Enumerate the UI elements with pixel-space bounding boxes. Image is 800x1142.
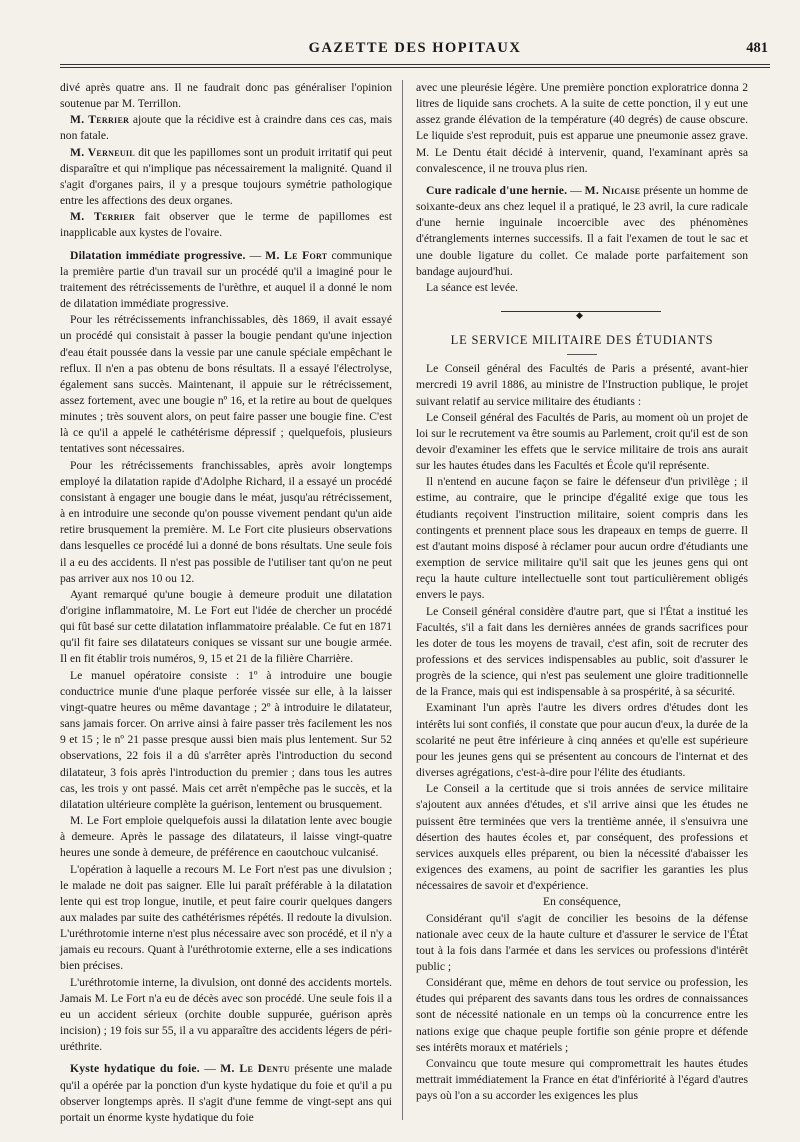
paragraph: Le Conseil général des Facultés de Paris a présenté, avant-hier mercredi 19 avril 1886, au ministre de l'Instruction publique, le projet suivant relatif au service militaire des étudiants : [416,362,748,408]
paragraph: divé après quatre ans. Il ne faudrait donc pas généraliser l'opinion soutenue par M. Terrillon. [60,81,392,111]
paragraph: Le Conseil a la certitude que si trois années de service militaire s'ajoutent aux années d'études, et s'il arrive ainsi que les études ne puissent être terminées que vers la trentième année, il s'ensuivra une désertion des hautes écoles et, par conséquent, des professions et services auxquels elles préparent, ou bien la nécessité d'abaisser les exigences des examens, au point de sacrifier les garanties les plus nécessaires de savoir et d'expérience. [416,782,748,893]
page-number: 481 [746,40,768,56]
paragraph: Ayant remarqué qu'une bougie à demeure produit une dilatation d'origine inflammatoire, M. Le Fort eut l'idée de chercher un procédé qui fût basé sur cette dilatation inflammatoire préalable. Ce fut en 1871 qu'il fit faire ses dilatateurs coniques se vissant sur une bougie armée. Il en fit établir trois numéros, 9, 15 et 21 de la filière Charrière. [60,587,392,666]
left-column [60,80,392,1126]
paragraph: M. Le Fort emploie quelquefois aussi la dilatation lente avec bougie à demeure. Après le passage des dilatateurs, il laisse vingt-quatre heures une sonde à demeure, de préférence en caoutchouc vulcanisé. [60,814,392,860]
paragraph: Dilatation immédiate progressive. — M. Le Fort communique la première partie d'un travail sur un procédé qu'il a imaginé pour le traitement des rétrécissements de l'urèthre, et auquel il a donné le nom de dilatation immédiate progressive. [60,248,393,311]
paragraph: L'opération à laquelle a recours M. Le Fort n'est pas une divulsion ; le malade ne doit pas saigner. Elle lui paraît préférable à la dilatation lente qui est trop longue, inutile, et peut faire courir quelques dangers aux malades par suite des cathétérismes répétés. Il redoute la divulsion. L'uréthrotomie interne n'est plus nécessaire avec son procédé, et il n'y a jamais eu recours. Quant à l'uréthrotomie externe, elle a ses indications bien précises. [60,862,392,973]
paragraph: Le Conseil général des Facultés de Paris, au moment où un projet de loi sur le recrutement va être soumis au Parlement, croit qu'il est de son devoir d'examiner les effets que le service militaire de trois ans aurait sur les hautes études dans les Facultés et École qu'il représente. [416,410,748,473]
paragraph: M. Verneuil dit que les papillomes sont un produit irritatif qui peut disparaître et qui n'implique pas nécessairement la malignité. Quand il s'agit d'organes pairs, il y a presque toujours symétrie pathologique entre les affections des deux organes. [60,145,392,208]
header-rule-bottom [60,67,770,68]
ornament-diamond: ◆ [576,310,583,321]
speaker-name: M. Terrier [70,113,130,127]
speaker-name: M. Le Fort [265,248,328,262]
rubric-title: Cure radicale d'une hernie. [426,183,568,197]
paragraph: Cure radicale d'une hernie. — M. Nicaise présente un homme de soixante-deux ans chez lequel il a pratiqué, le 23 avril, la cure radicale d'une hernie inguinale incoercible avec des phénomènes d'étranglements internes successifs. Il a fait l'examen de tout le sac et une double ligature du collet. Ce malade porte parfaitement son bandage aujourd'hui. [416,183,749,278]
paragraph: Considérant que, même en dehors de tout service ou profession, les études qui préparent des savants dans tous les ordres de connaissances sont de nécessité nationale en un temps où la concurrence entre les nations exige que chaque peuple fortifie son génie propre et défende ses intérêts moraux et matériels ; [416,976,748,1054]
paragraph: Considérant qu'il s'agit de concilier les besoins de la défense nationale avec ceux de la haute culture et d'assurer le service de l'État tout à la fois dans l'armée et dans les services ou professions d'intérêt public ; [416,911,748,973]
paragraph: Kyste hydatique du foie. — M. Le Dentu présente une malade qu'il a opérée par la ponction d'un kyste hydatique du foie et qu'il a pu observer longtemps après. Il s'agit d'une femme de vingt-sept ans qui portait un énorme kyste hydatique du foie [60,1062,393,1124]
paragraph: En conséquence, [543,895,621,909]
paragraph: M. Terrier fait observer que le terme de papillomes est inapplicable aux kystes de l'ovaire. [60,210,392,240]
column-divider [402,80,403,1120]
ornament-divider [416,304,748,321]
right-column [416,80,748,1104]
rubric-title: Dilatation immédiate progressive. [70,248,246,262]
paragraph: Pour les rétrécissements franchissables, après avoir longtemps employé la dilatation rapide d'Adolphe Richard, il a essayé un procédé consistant à engager une bougie dans le méat, jusqu'au rétrécissement, à en introduire une seconde qu'on pousse vivement pendant qu'un aide retire brusquement la première. M. Le Fort cite plusieurs observations dans lesquelles ce procédé lui a donné de bons résultats. Une seule fois il a eu des accidents. Il n'est pas possible de l'utiliser tant qu'on ne peut pas arriver aux nos 10 ou 12. [60,458,392,585]
rubric-title: Kyste hydatique du foie. [70,1062,200,1076]
section-rule [567,354,597,355]
paragraph: Convaincu que toute mesure qui compromettrait les hautes études mettrait immédiatement la France en état d'infériorité à l'égard d'autres pays où l'on a su accorder les exigences les plus [416,1056,748,1103]
page-header [60,40,770,62]
speaker-name: M. Le Dentu [220,1062,290,1076]
journal-title: GAZETTE DES HOPITAUX [308,40,522,56]
paragraph: Le Conseil général considère d'autre part, que si l'État a institué les Facultés, s'il a fait dans les dernières années de grands sacrifices pour les doter de tous les moyens de travail, c'est afin, soit de recruter des professions et des services indispensables au public, soit d'assurer le progrès de la science, qui n'est pas seulement une gloire traditionnelle de la France, mais qui est indispensable à sa prospérité, à sa sécurité. [416,604,748,699]
paragraph: Le manuel opératoire consiste : 1º à introduire une bougie conductrice munie d'une plaque perforée vissée sur elle, à la laisser vingt-quatre heures ou même davantage ; 2º à introduire le dilatateur, sans jamais forcer. On arrive ainsi à faire passer très facilement les nos 9 et 15 ; le nº 21 passe presque aussi bien mais plus lentement. Sur 52 observations, 22 fois il a dû s'arrêter après l'introduction du second dilatateur, 3 fois après l'introduction du premier ; dans tous les autres cas, les trois y ont passé. Mais cet arrêt n'empêche pas le succès, et la dilatation ultérieure complète la guérison, lentement ou brusquement. [60,668,392,811]
paragraph: Examinant l'un après l'autre les divers ordres d'études dont les intérêts lui sont confiés, il constate que pour aucun d'eux, la durée de la scolarité ne peut être inférieure à cinq années et qu'elle est supérieure pour les jeunes gens qui se présentent au concours de l'internat et des diverses agrégations, c'est-à-dire pour l'élite des étudiants. [416,701,748,780]
paragraph: M. Terrier ajoute que la récidive est à craindre dans ces cas, mais non fatale. [60,113,392,143]
section-title: LE SERVICE MILITAIRE DES ÉTUDIANTS [450,333,714,348]
header-rule-top [60,64,770,65]
paragraph: Pour les rétrécissements infranchissables, dès 1869, il avait essayé un procédé qui consistait à passer la bougie pendant qu'une injection d'eau était poussée dans la vessie par une canule spéciale empêchant le reflux. Il n'en a pas obtenu de bons résultats. Il a essayé l'électrolyse, également sans succès. Maintenant, il appuie sur le rétrécissement, assez fortement, avec une bougie nº 16, et la retire au bout de quelques minutes ; très souvent alors, on peut faire passer une bougie fine. C'est là ce qu'il a appelé le cathétérisme dépressif ; quelquefois, plusieurs tentatives sont nécessaires. [60,313,392,456]
paragraph: La séance est levée. [426,280,519,294]
paragraph: L'uréthrotomie interne, la divulsion, ont donné des accidents mortels. Jamais M. Le Fort n'a eu de décès avec son procédé. Une seule fois il a eu un accident sérieux (orchite double suppurée, guérison après incision) ; 19 fois sur 55, il a vu apparaître des accidents légers de péri-uréthrite. [60,975,392,1054]
paragraph: Il n'entend en aucune façon se faire le défenseur d'un privilège ; il estime, au contraire, que le principe d'égalité exige que tous les étudiants reçoivent l'instruction militaire, soient compris dans les contingents et prennent place sous les drapeaux en temps de guerre. Il est d'autant moins disposé à réclamer pour aucun ordre d'étudiants une exemption de service militaire qu'il sait que les jeunes gens qui ont reçu la haute culture intellectuelle sont tout particulièrement obligés envers le pays. [416,475,748,602]
speaker-name: M. Verneuil [70,145,135,159]
speaker-name: M. Terrier [70,210,135,224]
paragraph: avec une pleurésie légère. Une première ponction exploratrice donna 2 litres de liquide sans crochets. A la suite de cette ponction, il y eut une assez grande élévation de la température (40 degrés) de cause obscure. Le liquide s'est reproduit, puis est apparue une pneumonie assez grave. M. Le Dentu était décidé à intervenir, quand, l'examinant après sa convalescence, il ne trouva plus rien. [416,81,748,175]
speaker-name: M. Nicaise [584,183,641,197]
